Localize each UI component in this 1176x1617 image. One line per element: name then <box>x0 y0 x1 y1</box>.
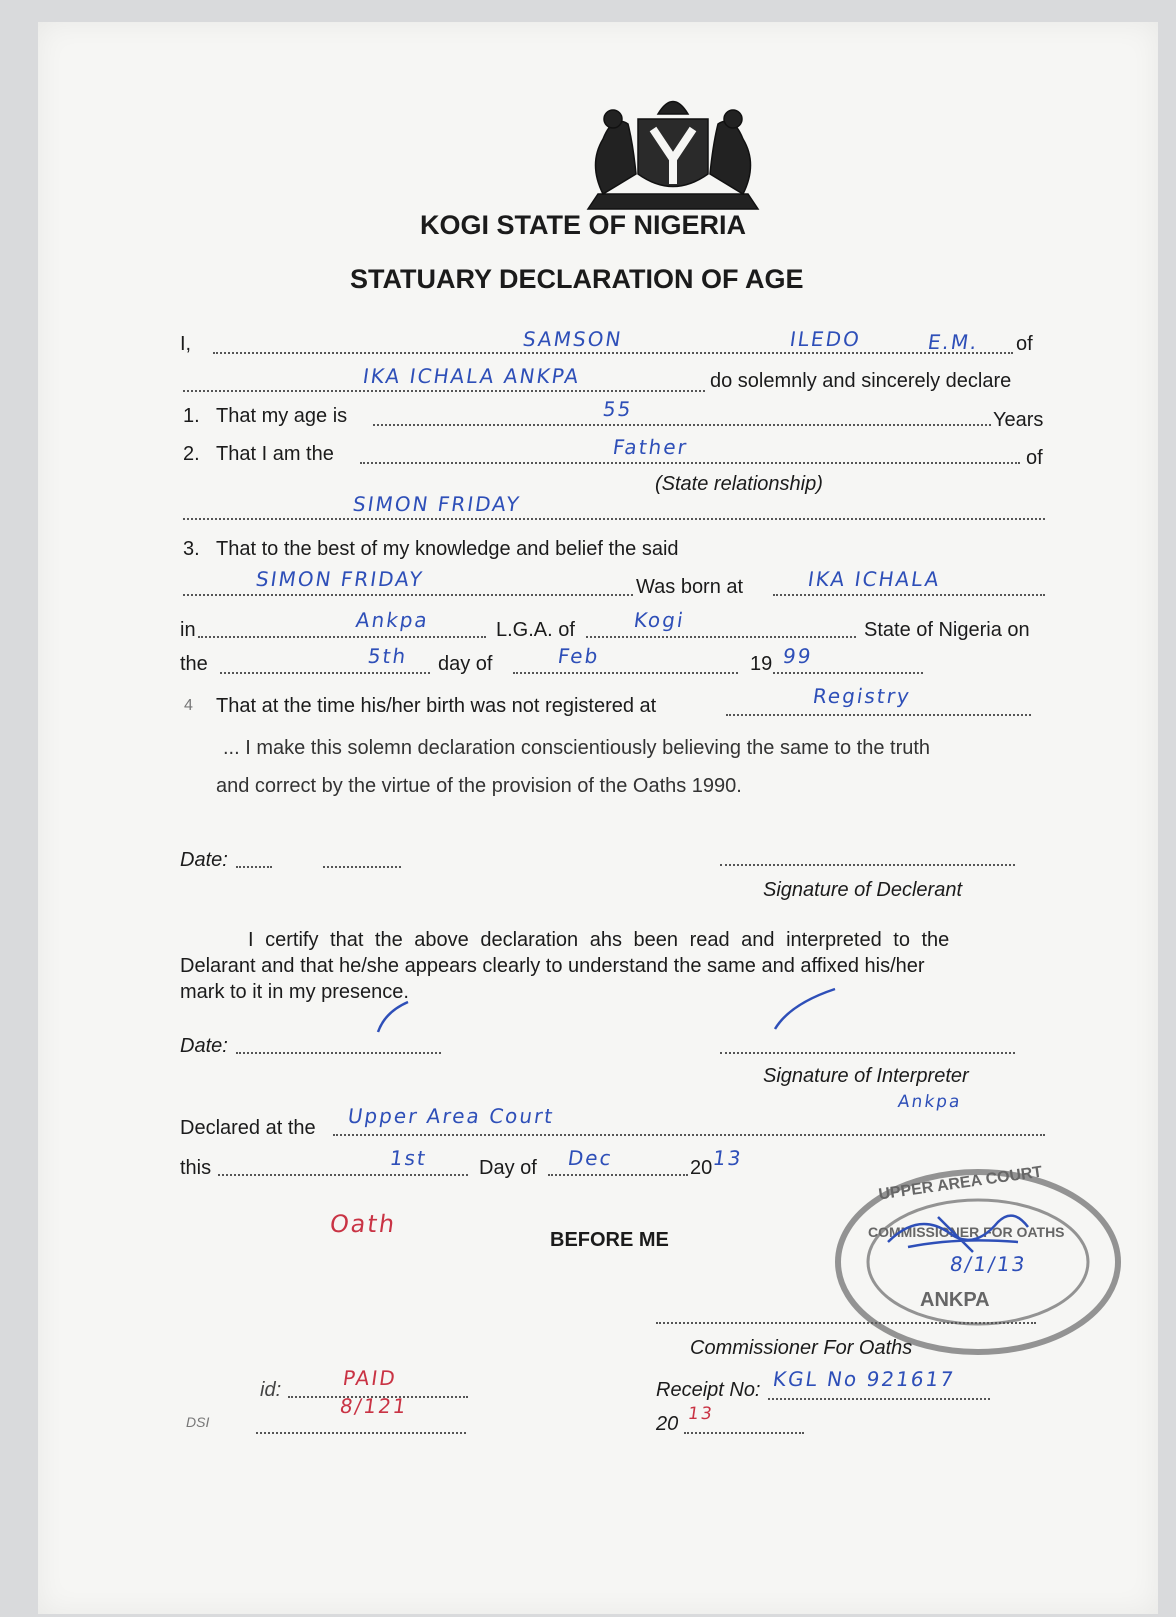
hw-first-name: SAMSON <box>521 327 625 351</box>
hw-declared-day: 1st <box>388 1146 429 1170</box>
item1-number: 1. <box>183 405 200 427</box>
hw-receipt-number: KGL No 921617 <box>771 1367 957 1391</box>
solemn-line1: ... I make this solemn declaration conscientiously believing the same to the truth <box>223 737 931 759</box>
relationship-fill-line <box>360 462 1020 464</box>
ink-tick-mark <box>373 997 413 1037</box>
hw-footer-year: 13 <box>686 1404 716 1424</box>
commissioner-caption: Commissioner For Oaths <box>690 1337 913 1359</box>
hw-registry: Registry <box>811 684 913 708</box>
year-fill-line <box>773 672 923 674</box>
receipt-label: Receipt No: <box>656 1379 761 1401</box>
hw-birthplace: IKA ICHALA <box>806 567 943 591</box>
hw-address: IKA ICHALA ANKPA <box>361 364 582 388</box>
declared-day-line <box>218 1174 468 1176</box>
age-fill-line <box>373 424 991 426</box>
hw-birth-month: Feb <box>556 644 602 668</box>
hw-last-name: ILEDO <box>788 327 863 351</box>
interpreter-signature-line <box>720 1052 1015 1054</box>
the-label: the <box>180 653 208 675</box>
year-prefix: 19 <box>750 653 773 675</box>
ink-tick-mark <box>770 984 840 1034</box>
child-name-fill-line <box>183 594 633 596</box>
dsi-fill-line <box>256 1432 466 1434</box>
item1-label: That my age is <box>216 405 348 427</box>
hw-declared-year: 13 <box>711 1146 745 1170</box>
certify-line3: mark to it in my presence. <box>180 981 409 1003</box>
stamp-top-text: UPPER AREA COURT <box>877 1163 1044 1204</box>
footer-year-line <box>684 1432 804 1434</box>
hw-paid-date: 8/121 <box>338 1394 410 1418</box>
interpreter-date-label: Date: <box>180 1035 228 1057</box>
declared-year-prefix: 20 <box>690 1157 713 1179</box>
line1-prefix: I, <box>180 333 192 355</box>
declared-at-label: Declared at the <box>180 1117 316 1139</box>
hw-item3-child: SIMON FRIDAY <box>254 567 426 591</box>
item1-suffix: Years <box>993 409 1044 431</box>
hw-name-extra: E.M. <box>926 330 981 354</box>
hw-declared-place: Upper Area Court <box>346 1104 556 1128</box>
item4-number: 4 <box>184 697 193 714</box>
declared-day-of: Day of <box>479 1157 537 1179</box>
interpreter-date-line <box>236 1052 441 1054</box>
footer-year-prefix: 20 <box>656 1413 679 1435</box>
hw-paid: PAID <box>341 1366 399 1390</box>
declarant-signature-caption: Signature of Declerant <box>763 879 963 901</box>
stamp-middle-text: COMMISSIONER FOR OATHS <box>868 1224 1065 1240</box>
declarant-date-line <box>236 866 272 868</box>
hw-declared-month: Dec <box>566 1146 615 1170</box>
interpreter-signature-caption: Signature of Interpreter <box>763 1065 969 1087</box>
relationship-note: (State relationship) <box>655 473 823 495</box>
hw-child-name: SIMON FRIDAY <box>351 492 523 516</box>
before-me-label: BEFORE ME <box>550 1229 669 1251</box>
solemn-line2: and correct by the virtue of the provision of the Oaths 1990. <box>216 775 742 797</box>
declared-place-line <box>333 1134 1045 1136</box>
month-fill-line <box>513 672 738 674</box>
hw-birth-day: 5th <box>366 644 409 668</box>
address-fill-line <box>183 390 705 392</box>
this-label: this <box>180 1157 212 1179</box>
state-title: KOGI STATE OF NIGERIA <box>420 210 747 240</box>
hw-stamp-date: 8/1/13 <box>948 1252 1029 1276</box>
state-fill-line <box>586 636 856 638</box>
item2-number: 2. <box>183 443 200 465</box>
hw-birth-year: 99 <box>781 644 815 668</box>
item2-suffix: of <box>1026 447 1043 469</box>
in-label: in <box>180 619 196 641</box>
coat-of-arms-emblem <box>568 84 778 214</box>
certify-line2: Delarant and that he/she appears clearly to understand the same and affixed his/her <box>180 955 925 977</box>
stamp-bottom-text: ANKPA <box>920 1289 990 1311</box>
lga-fill-line <box>198 636 486 638</box>
hw-declared-town: Ankpa <box>896 1092 963 1112</box>
commissioner-signature <box>878 1202 1038 1262</box>
certify-line1: I certify that the above declaration ahs been read and interpreted to the <box>248 929 950 951</box>
day-fill-line <box>220 672 430 674</box>
dsi-label: DSI <box>186 1414 210 1430</box>
hw-age: 55 <box>601 397 635 421</box>
hw-oath-mark: Oath <box>328 1210 399 1238</box>
declarant-date-line2 <box>323 866 401 868</box>
child-fill-line <box>183 518 1045 520</box>
lga-of-label: L.G.A. of <box>496 619 575 641</box>
document-page <box>38 22 1158 1614</box>
registry-fill-line <box>726 714 1031 716</box>
item2-label: That I am the <box>216 443 334 465</box>
declarant-date-label: Date: <box>180 849 228 871</box>
commissioner-signature-line <box>656 1322 1036 1324</box>
line2-suffix: do solemnly and sincerely declare <box>710 370 1012 392</box>
paid-label: id: <box>260 1379 282 1401</box>
declared-month-line <box>548 1174 688 1176</box>
item4-label: That at the time his/her birth was not registered at <box>216 695 657 717</box>
name-fill-line <box>213 352 1013 354</box>
hw-lga: Ankpa <box>354 608 431 632</box>
receipt-fill-line <box>768 1398 990 1400</box>
day-of-label: day of <box>438 653 493 675</box>
item3-label: That to the best of my knowledge and belief the said <box>216 538 679 560</box>
line1-suffix: of <box>1016 333 1033 355</box>
declarant-signature-line <box>720 864 1015 866</box>
hw-state: Kogi <box>632 608 687 632</box>
item3-number: 3. <box>183 538 200 560</box>
birthplace-fill-line <box>773 594 1045 596</box>
document-title: STATUARY DECLARATION OF AGE <box>350 264 804 294</box>
hw-relationship: Father <box>611 435 690 459</box>
state-suffix: State of Nigeria on <box>864 619 1030 641</box>
born-at-label: Was born at <box>636 576 744 598</box>
